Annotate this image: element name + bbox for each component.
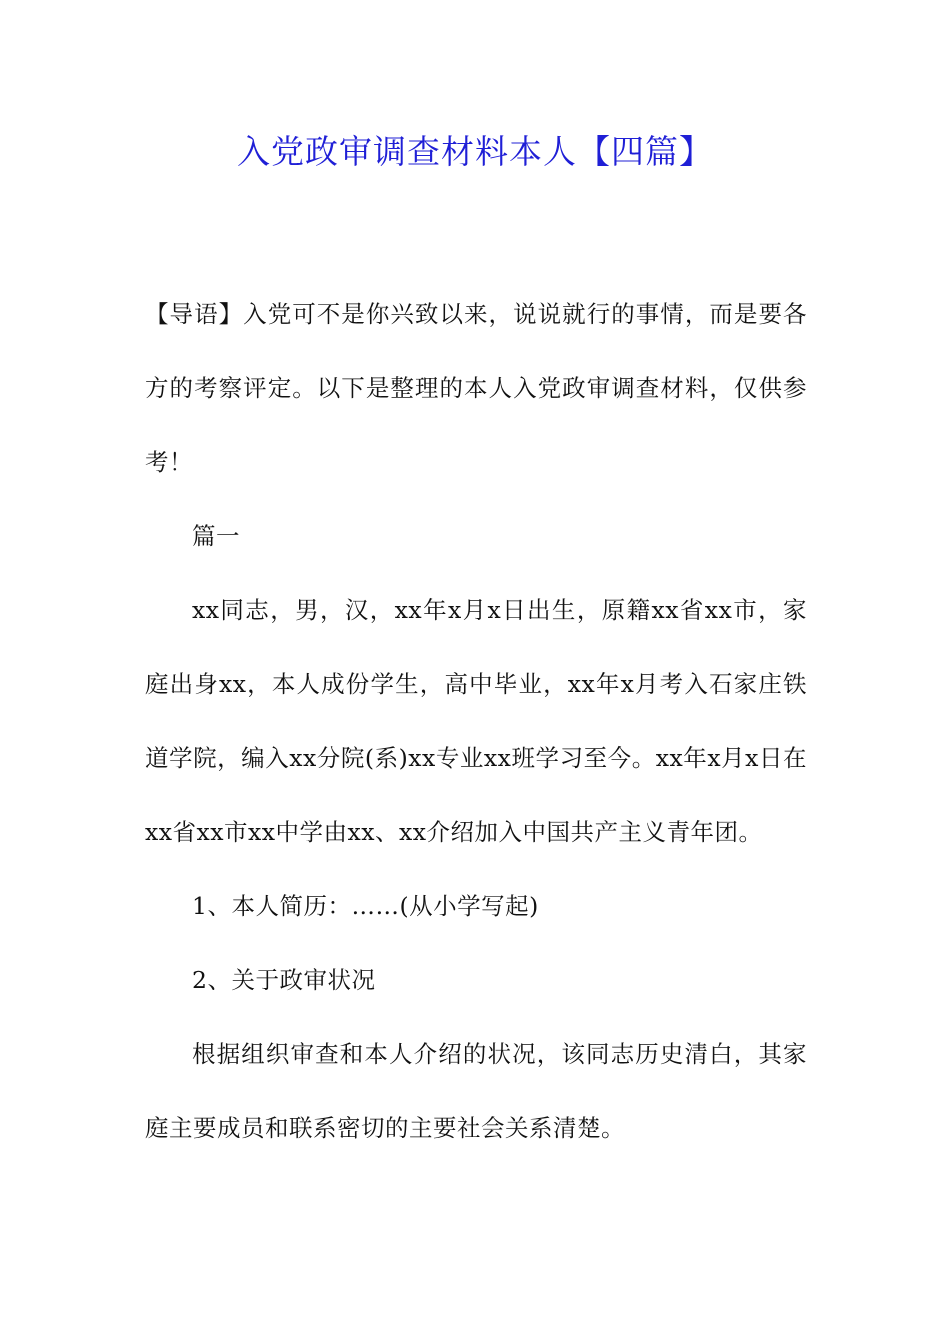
list-item: 1、本人简历：……(从小学写起) [192, 892, 539, 920]
intro-paragraph: 【导语】入党可不是你兴致以来，说说就行的事情，而是要各方的考察评定。以下是整理的本人入党政审调查材料，仅供参考！ [145, 300, 807, 476]
document-title: 入党政审调查材料本人【四篇】 [237, 132, 713, 171]
body-paragraph: xx同志，男，汉，xx年x月x日出生，原籍xx省xx市，家庭出身xx，本人成份学生，高中毕业，xx年x月考入石家庄铁道学院，编入xx分院(系)xx专业xx班学习至今。xx年x月x日在xx省xx市xx中学由xx、xx介绍加入中国共产主义青年团。 [145, 596, 807, 846]
body-paragraph: 根据组织审查和本人介绍的状况，该同志历史清白，其家庭主要成员和联系密切的主要社会关系清楚。 [145, 1040, 807, 1142]
list-item: 2、关于政审状况 [192, 966, 376, 994]
section-heading: 篇一 [192, 522, 240, 550]
document-body [145, 277, 807, 1165]
